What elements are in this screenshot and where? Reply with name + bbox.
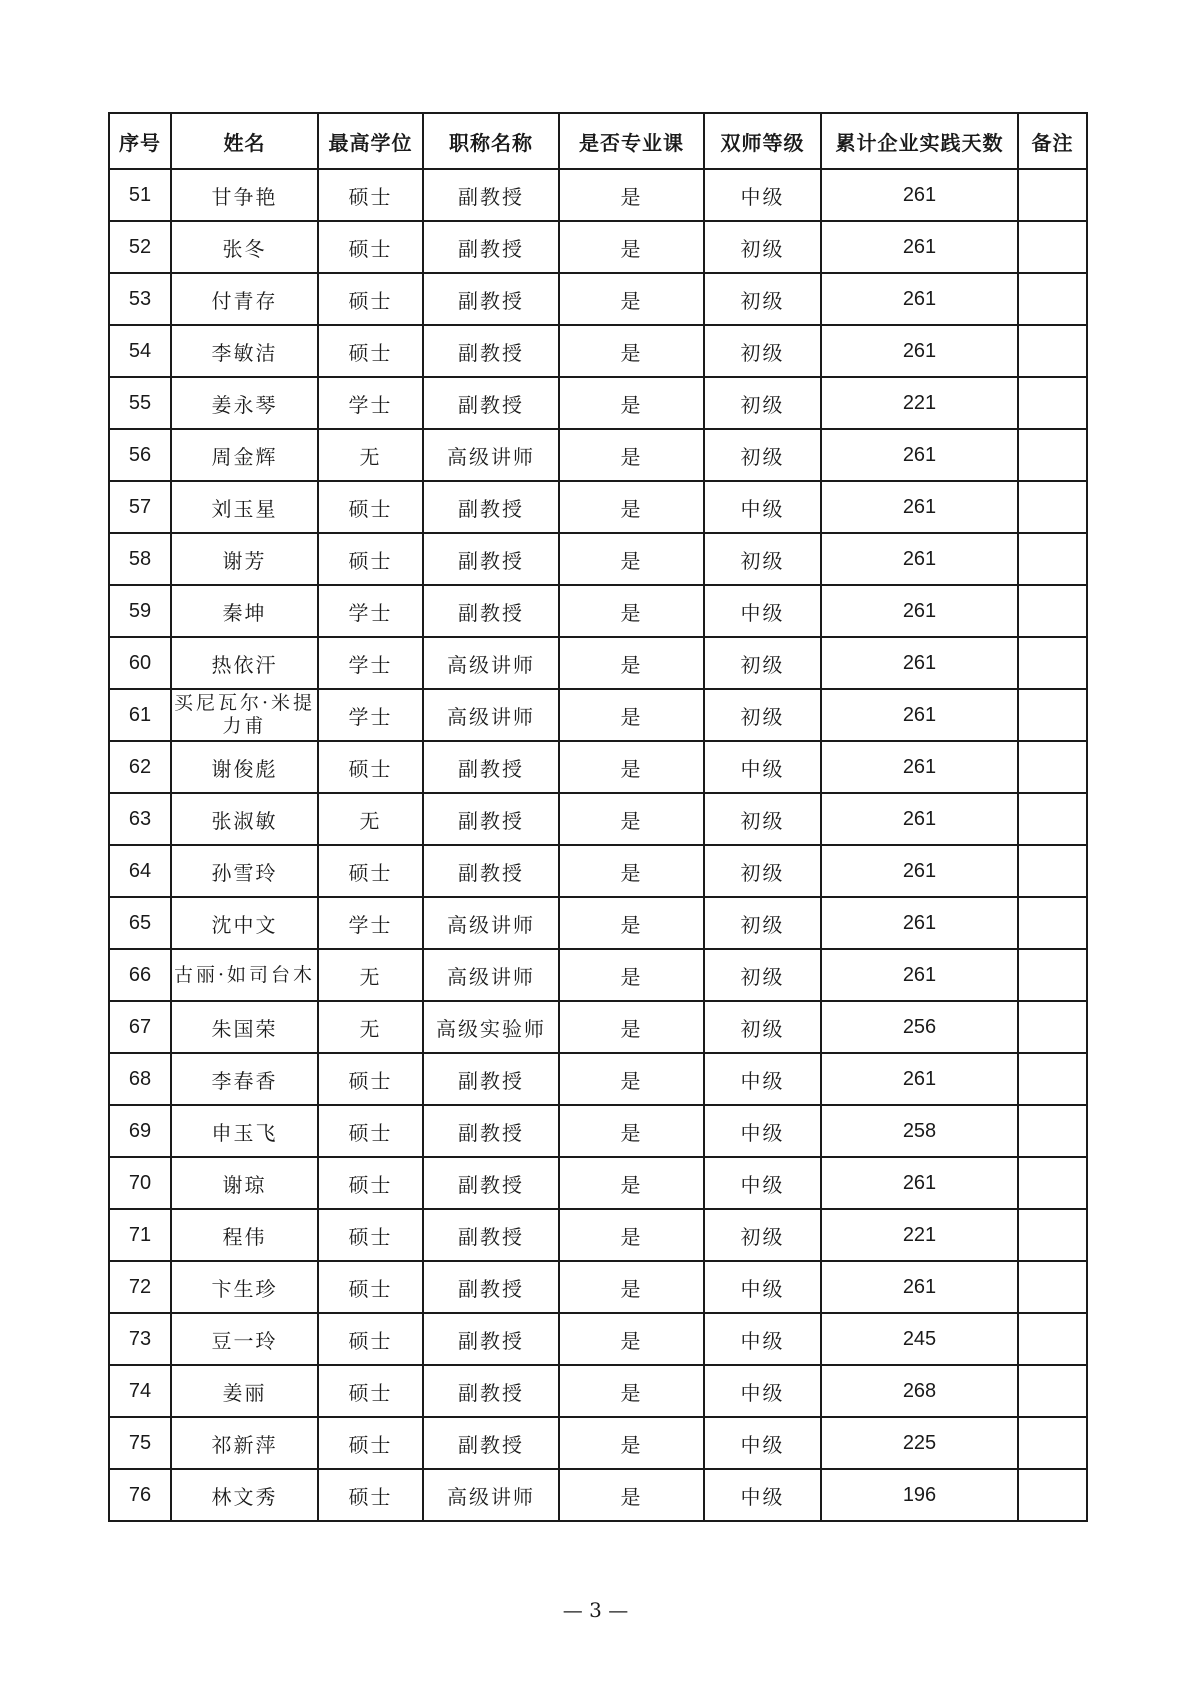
cell-major-course: 是 [559, 949, 704, 1001]
cell-index: 62 [109, 741, 171, 793]
cell-major-course: 是 [559, 221, 704, 273]
cell-name: 申玉飞 [171, 1105, 318, 1157]
table-row [109, 1469, 1087, 1521]
cell-practice-days: 256 [821, 1001, 1018, 1053]
cell-name: 张冬 [171, 221, 318, 273]
cell-degree: 学士 [318, 637, 423, 689]
cell-practice-days: 221 [821, 377, 1018, 429]
cell-note [1018, 273, 1087, 325]
cell-degree: 硕士 [318, 1313, 423, 1365]
cell-title: 高级讲师 [423, 949, 559, 1001]
table-row [109, 1209, 1087, 1261]
cell-index: 73 [109, 1313, 171, 1365]
cell-degree: 硕士 [318, 325, 423, 377]
cell-practice-days: 261 [821, 325, 1018, 377]
cell-title: 副教授 [423, 1313, 559, 1365]
cell-practice-days: 261 [821, 481, 1018, 533]
cell-dual-level: 初级 [704, 533, 821, 585]
table-row [109, 1313, 1087, 1365]
cell-note [1018, 169, 1087, 221]
cell-dual-level: 中级 [704, 1261, 821, 1313]
header-dual-level: 双师等级 [704, 113, 821, 169]
cell-name: 李敏洁 [171, 325, 318, 377]
cell-title: 高级讲师 [423, 637, 559, 689]
cell-degree: 无 [318, 1001, 423, 1053]
cell-title: 副教授 [423, 1417, 559, 1469]
cell-name: 热依汗 [171, 637, 318, 689]
cell-name: 李春香 [171, 1053, 318, 1105]
cell-title: 副教授 [423, 221, 559, 273]
cell-note [1018, 533, 1087, 585]
table-row [109, 1053, 1087, 1105]
cell-practice-days: 261 [821, 533, 1018, 585]
cell-index: 72 [109, 1261, 171, 1313]
cell-index: 67 [109, 1001, 171, 1053]
cell-degree: 学士 [318, 897, 423, 949]
cell-note [1018, 377, 1087, 429]
cell-degree: 学士 [318, 585, 423, 637]
cell-dual-level: 中级 [704, 1313, 821, 1365]
cell-dual-level: 初级 [704, 221, 821, 273]
cell-name: 刘玉星 [171, 481, 318, 533]
cell-title: 副教授 [423, 1209, 559, 1261]
table-row [109, 377, 1087, 429]
cell-title: 高级讲师 [423, 897, 559, 949]
cell-name: 甘争艳 [171, 169, 318, 221]
cell-note [1018, 793, 1087, 845]
cell-index: 53 [109, 273, 171, 325]
cell-dual-level: 中级 [704, 1105, 821, 1157]
cell-name: 姜永琴 [171, 377, 318, 429]
cell-name: 豆一玲 [171, 1313, 318, 1365]
cell-name: 姜丽 [171, 1365, 318, 1417]
cell-practice-days: 261 [821, 1261, 1018, 1313]
cell-dual-level: 中级 [704, 1469, 821, 1521]
cell-major-course: 是 [559, 533, 704, 585]
table-row [109, 1261, 1087, 1313]
cell-dual-level: 初级 [704, 689, 821, 741]
cell-name: 付青存 [171, 273, 318, 325]
cell-name: 秦坤 [171, 585, 318, 637]
table-row [109, 689, 1087, 741]
cell-major-course: 是 [559, 1417, 704, 1469]
cell-major-course: 是 [559, 169, 704, 221]
cell-dual-level: 中级 [704, 169, 821, 221]
cell-practice-days: 261 [821, 221, 1018, 273]
cell-degree: 无 [318, 949, 423, 1001]
cell-note [1018, 1469, 1087, 1521]
cell-name: 周金辉 [171, 429, 318, 481]
table-row [109, 169, 1087, 221]
cell-major-course: 是 [559, 845, 704, 897]
cell-degree: 硕士 [318, 533, 423, 585]
cell-dual-level: 中级 [704, 741, 821, 793]
table-row [109, 429, 1087, 481]
cell-index: 60 [109, 637, 171, 689]
cell-title: 副教授 [423, 533, 559, 585]
table-row [109, 1105, 1087, 1157]
cell-dual-level: 初级 [704, 793, 821, 845]
cell-name: 沈中文 [171, 897, 318, 949]
cell-major-course: 是 [559, 273, 704, 325]
cell-degree: 硕士 [318, 221, 423, 273]
teacher-table [108, 112, 1088, 1522]
cell-degree: 硕士 [318, 1417, 423, 1469]
cell-index: 55 [109, 377, 171, 429]
cell-practice-days: 196 [821, 1469, 1018, 1521]
cell-note [1018, 1001, 1087, 1053]
cell-major-course: 是 [559, 793, 704, 845]
header-major-course: 是否专业课 [559, 113, 704, 169]
cell-major-course: 是 [559, 637, 704, 689]
table-row [109, 1365, 1087, 1417]
cell-title: 副教授 [423, 1157, 559, 1209]
cell-note [1018, 637, 1087, 689]
cell-degree: 硕士 [318, 481, 423, 533]
cell-index: 68 [109, 1053, 171, 1105]
header-row [109, 113, 1087, 169]
cell-major-course: 是 [559, 1261, 704, 1313]
cell-major-course: 是 [559, 689, 704, 741]
cell-note [1018, 1209, 1087, 1261]
table-row [109, 533, 1087, 585]
cell-degree: 硕士 [318, 1469, 423, 1521]
table-body [109, 169, 1087, 1521]
cell-practice-days: 261 [821, 585, 1018, 637]
cell-index: 58 [109, 533, 171, 585]
cell-title: 高级讲师 [423, 689, 559, 741]
cell-note [1018, 429, 1087, 481]
cell-index: 64 [109, 845, 171, 897]
cell-index: 54 [109, 325, 171, 377]
cell-note [1018, 1053, 1087, 1105]
cell-practice-days: 261 [821, 689, 1018, 741]
table-row [109, 273, 1087, 325]
cell-index: 76 [109, 1469, 171, 1521]
cell-major-course: 是 [559, 1105, 704, 1157]
cell-index: 61 [109, 689, 171, 741]
cell-major-course: 是 [559, 1053, 704, 1105]
cell-index: 69 [109, 1105, 171, 1157]
cell-index: 57 [109, 481, 171, 533]
cell-dual-level: 中级 [704, 1053, 821, 1105]
cell-practice-days: 261 [821, 845, 1018, 897]
cell-dual-level: 初级 [704, 377, 821, 429]
cell-title: 副教授 [423, 741, 559, 793]
cell-practice-days: 225 [821, 1417, 1018, 1469]
table-row [109, 741, 1087, 793]
cell-title: 副教授 [423, 481, 559, 533]
cell-major-course: 是 [559, 325, 704, 377]
table-row [109, 481, 1087, 533]
cell-degree: 硕士 [318, 1157, 423, 1209]
cell-dual-level: 中级 [704, 1365, 821, 1417]
cell-title: 副教授 [423, 1105, 559, 1157]
cell-practice-days: 258 [821, 1105, 1018, 1157]
cell-title: 副教授 [423, 377, 559, 429]
cell-name: 古丽·如司台木 [171, 949, 318, 1001]
cell-major-course: 是 [559, 481, 704, 533]
cell-note [1018, 1157, 1087, 1209]
cell-title: 副教授 [423, 793, 559, 845]
cell-degree: 硕士 [318, 1209, 423, 1261]
table-row [109, 637, 1087, 689]
cell-practice-days: 268 [821, 1365, 1018, 1417]
cell-practice-days: 261 [821, 169, 1018, 221]
cell-name: 买尼瓦尔·米提力甫 [171, 689, 318, 741]
header-name: 姓名 [171, 113, 318, 169]
cell-title: 高级讲师 [423, 1469, 559, 1521]
cell-major-course: 是 [559, 1365, 704, 1417]
cell-degree: 硕士 [318, 1105, 423, 1157]
header-title: 职称名称 [423, 113, 559, 169]
header-index: 序号 [109, 113, 171, 169]
cell-major-course: 是 [559, 1469, 704, 1521]
cell-degree: 学士 [318, 377, 423, 429]
cell-practice-days: 261 [821, 429, 1018, 481]
cell-name: 谢芳 [171, 533, 318, 585]
cell-title: 副教授 [423, 845, 559, 897]
cell-name: 孙雪玲 [171, 845, 318, 897]
cell-index: 63 [109, 793, 171, 845]
cell-title: 高级讲师 [423, 429, 559, 481]
cell-dual-level: 中级 [704, 1417, 821, 1469]
cell-note [1018, 1105, 1087, 1157]
cell-dual-level: 初级 [704, 273, 821, 325]
cell-dual-level: 初级 [704, 429, 821, 481]
cell-dual-level: 初级 [704, 845, 821, 897]
cell-major-course: 是 [559, 377, 704, 429]
cell-title: 副教授 [423, 169, 559, 221]
header-note: 备注 [1018, 113, 1087, 169]
cell-major-course: 是 [559, 585, 704, 637]
cell-name: 程伟 [171, 1209, 318, 1261]
cell-major-course: 是 [559, 1157, 704, 1209]
cell-practice-days: 261 [821, 949, 1018, 1001]
cell-index: 74 [109, 1365, 171, 1417]
table-row [109, 845, 1087, 897]
cell-note [1018, 689, 1087, 741]
cell-index: 56 [109, 429, 171, 481]
cell-degree: 硕士 [318, 1365, 423, 1417]
cell-index: 71 [109, 1209, 171, 1261]
cell-note [1018, 325, 1087, 377]
cell-name: 林文秀 [171, 1469, 318, 1521]
cell-practice-days: 261 [821, 897, 1018, 949]
table-row [109, 1001, 1087, 1053]
cell-dual-level: 中级 [704, 585, 821, 637]
cell-major-course: 是 [559, 897, 704, 949]
cell-name: 谢琼 [171, 1157, 318, 1209]
cell-title: 副教授 [423, 1261, 559, 1313]
cell-degree: 硕士 [318, 741, 423, 793]
cell-note [1018, 741, 1087, 793]
cell-dual-level: 初级 [704, 1209, 821, 1261]
cell-major-course: 是 [559, 429, 704, 481]
table-row [109, 585, 1087, 637]
cell-note [1018, 585, 1087, 637]
cell-practice-days: 261 [821, 1157, 1018, 1209]
cell-name: 祁新萍 [171, 1417, 318, 1469]
cell-note [1018, 1365, 1087, 1417]
cell-dual-level: 中级 [704, 1157, 821, 1209]
cell-note [1018, 1417, 1087, 1469]
cell-note [1018, 1261, 1087, 1313]
cell-name: 朱国荣 [171, 1001, 318, 1053]
cell-note [1018, 949, 1087, 1001]
table-row [109, 897, 1087, 949]
cell-practice-days: 221 [821, 1209, 1018, 1261]
cell-practice-days: 261 [821, 273, 1018, 325]
table-row [109, 949, 1087, 1001]
cell-major-course: 是 [559, 1001, 704, 1053]
cell-name: 张淑敏 [171, 793, 318, 845]
table-row [109, 1157, 1087, 1209]
cell-index: 51 [109, 169, 171, 221]
cell-degree: 硕士 [318, 273, 423, 325]
cell-title: 副教授 [423, 325, 559, 377]
cell-degree: 学士 [318, 689, 423, 741]
cell-dual-level: 初级 [704, 949, 821, 1001]
cell-title: 副教授 [423, 273, 559, 325]
cell-index: 70 [109, 1157, 171, 1209]
page-number: — 3 — [562, 1598, 629, 1622]
cell-index: 65 [109, 897, 171, 949]
cell-index: 66 [109, 949, 171, 1001]
cell-practice-days: 261 [821, 637, 1018, 689]
cell-note [1018, 1313, 1087, 1365]
cell-degree: 硕士 [318, 169, 423, 221]
cell-degree: 无 [318, 429, 423, 481]
cell-title: 副教授 [423, 1053, 559, 1105]
table-row [109, 221, 1087, 273]
cell-major-course: 是 [559, 741, 704, 793]
cell-title: 副教授 [423, 585, 559, 637]
cell-degree: 硕士 [318, 1053, 423, 1105]
header-practice-days: 累计企业实践天数 [821, 113, 1018, 169]
cell-note [1018, 845, 1087, 897]
cell-note [1018, 897, 1087, 949]
cell-name: 谢俊彪 [171, 741, 318, 793]
cell-name: 卞生珍 [171, 1261, 318, 1313]
cell-dual-level: 初级 [704, 897, 821, 949]
cell-dual-level: 中级 [704, 481, 821, 533]
cell-index: 59 [109, 585, 171, 637]
table-row [109, 325, 1087, 377]
cell-practice-days: 245 [821, 1313, 1018, 1365]
table-row [109, 1417, 1087, 1469]
cell-major-course: 是 [559, 1313, 704, 1365]
cell-index: 75 [109, 1417, 171, 1469]
cell-dual-level: 初级 [704, 637, 821, 689]
cell-practice-days: 261 [821, 793, 1018, 845]
cell-degree: 无 [318, 793, 423, 845]
table-row [109, 793, 1087, 845]
cell-title: 高级实验师 [423, 1001, 559, 1053]
cell-major-course: 是 [559, 1209, 704, 1261]
cell-index: 52 [109, 221, 171, 273]
cell-dual-level: 初级 [704, 325, 821, 377]
cell-practice-days: 261 [821, 741, 1018, 793]
cell-note [1018, 481, 1087, 533]
cell-practice-days: 261 [821, 1053, 1018, 1105]
cell-degree: 硕士 [318, 1261, 423, 1313]
cell-title: 副教授 [423, 1365, 559, 1417]
header-degree: 最高学位 [318, 113, 423, 169]
cell-dual-level: 初级 [704, 1001, 821, 1053]
cell-degree: 硕士 [318, 845, 423, 897]
cell-note [1018, 221, 1087, 273]
